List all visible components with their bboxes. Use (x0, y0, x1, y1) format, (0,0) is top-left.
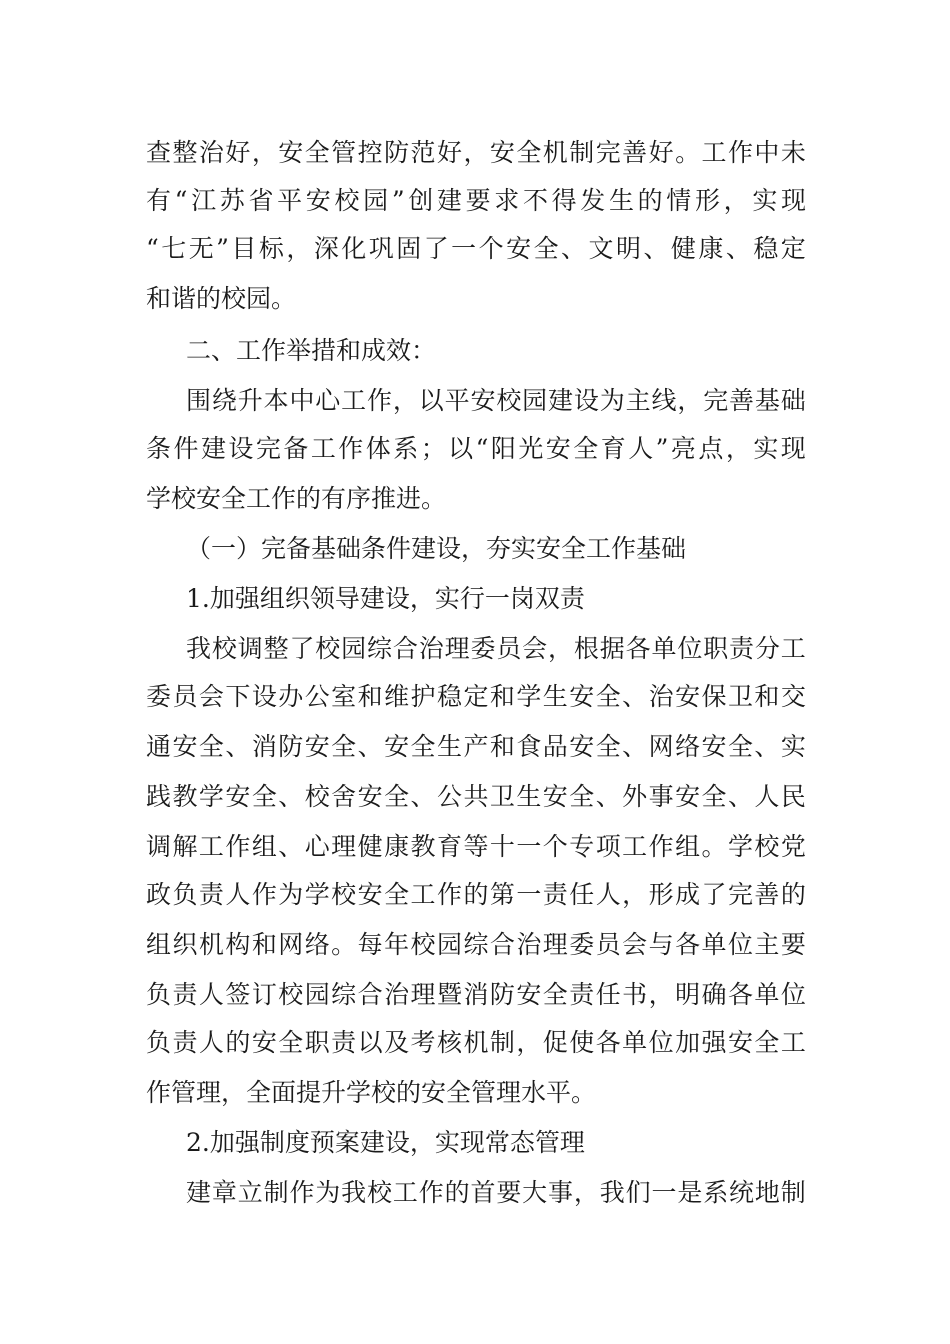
text-line: 政 负 责 人 作 为 学 校 安 全 工 作 的 第 一 责 任 人 ， 形 成 了 完 善 的 (146, 880, 806, 909)
text-line: 1.加强组织领导建设，实行一岗双责 (186, 584, 585, 613)
text-line: 践 教 学 安 全 、 校 舍 安 全 、 公 共 卫 生 安 全 、 外 事 安 全 、 人 民 (146, 782, 806, 811)
text-line: 组 织 机 构 和 网 络 。 每 年 校 园 综 合 治 理 委 员 会 与 各 单 位 主 要 (146, 930, 806, 959)
text-line: 二、工作举措和成效： (186, 336, 437, 365)
text-line: 查 整 治 好 ， 安 全 管 控 防 范 好 ， 安 全 机 制 完 善 好 。 工 作 中 未 (146, 138, 806, 167)
text-line: 我 校 调 整 了 校 园 综 合 治 理 委 员 会 ， 根 据 各 单 位 职 责 分 工 (186, 634, 806, 663)
text-line: 建 章 立 制 作 为 我 校 工 作 的 首 要 大 事 ， 我 们 一 是 系 统 地 制 (186, 1178, 806, 1207)
text-line: 负 责 人 的 安 全 职 责 以 及 考 核 机 制 ， 促 使 各 单 位 加 强 安 全 工 (146, 1028, 806, 1057)
text-line: 有 “ 江 苏 省 平 安 校 园 ” 创 建 要 求 不 得 发 生 的 情 形 ， 实 现 (146, 186, 806, 215)
text-line: 委 员 会 下 设 办 公 室 和 维 护 稳 定 和 学 生 安 全 、 治 安 保 卫 和 交 (146, 682, 806, 711)
text-line: 和谐的校园。 (146, 284, 297, 313)
text-line: 调 解 工 作 组 、 心 理 健 康 教 育 等 十 一 个 专 项 工 作 组 。 学 校 党 (146, 832, 806, 861)
text-line: 2.加强制度预案建设，实现常态管理 (186, 1128, 585, 1157)
text-line: 条 件 建 设 完 备 工 作 体 系 ； 以 “ 阳 光 安 全 育 人 ” 亮 点 ， 实 现 (146, 434, 806, 463)
text-line: （一）完备基础条件建设，夯实安全工作基础 (186, 534, 687, 563)
text-line: 作管理，全面提升学校的安全管理水平。 (146, 1078, 597, 1107)
text-line: 围 绕 升 本 中 心 工 作 ， 以 平 安 校 园 建 设 为 主 线 ， 完 善 基 础 (186, 386, 806, 415)
text-line: “ 七 无 ” 目 标 ， 深 化 巩 固 了 一 个 安 全 、 文 明 、 健 康 、 稳 定 (146, 234, 806, 263)
text-line: 负 责 人 签 订 校 园 综 合 治 理 暨 消 防 安 全 责 任 书 ， 明 确 各 单 位 (146, 980, 806, 1009)
text-line: 学校安全工作的有序推进。 (146, 484, 447, 513)
text-line: 通 安 全 、 消 防 安 全 、 安 全 生 产 和 食 品 安 全 、 网 络 安 全 、 实 (146, 732, 806, 761)
